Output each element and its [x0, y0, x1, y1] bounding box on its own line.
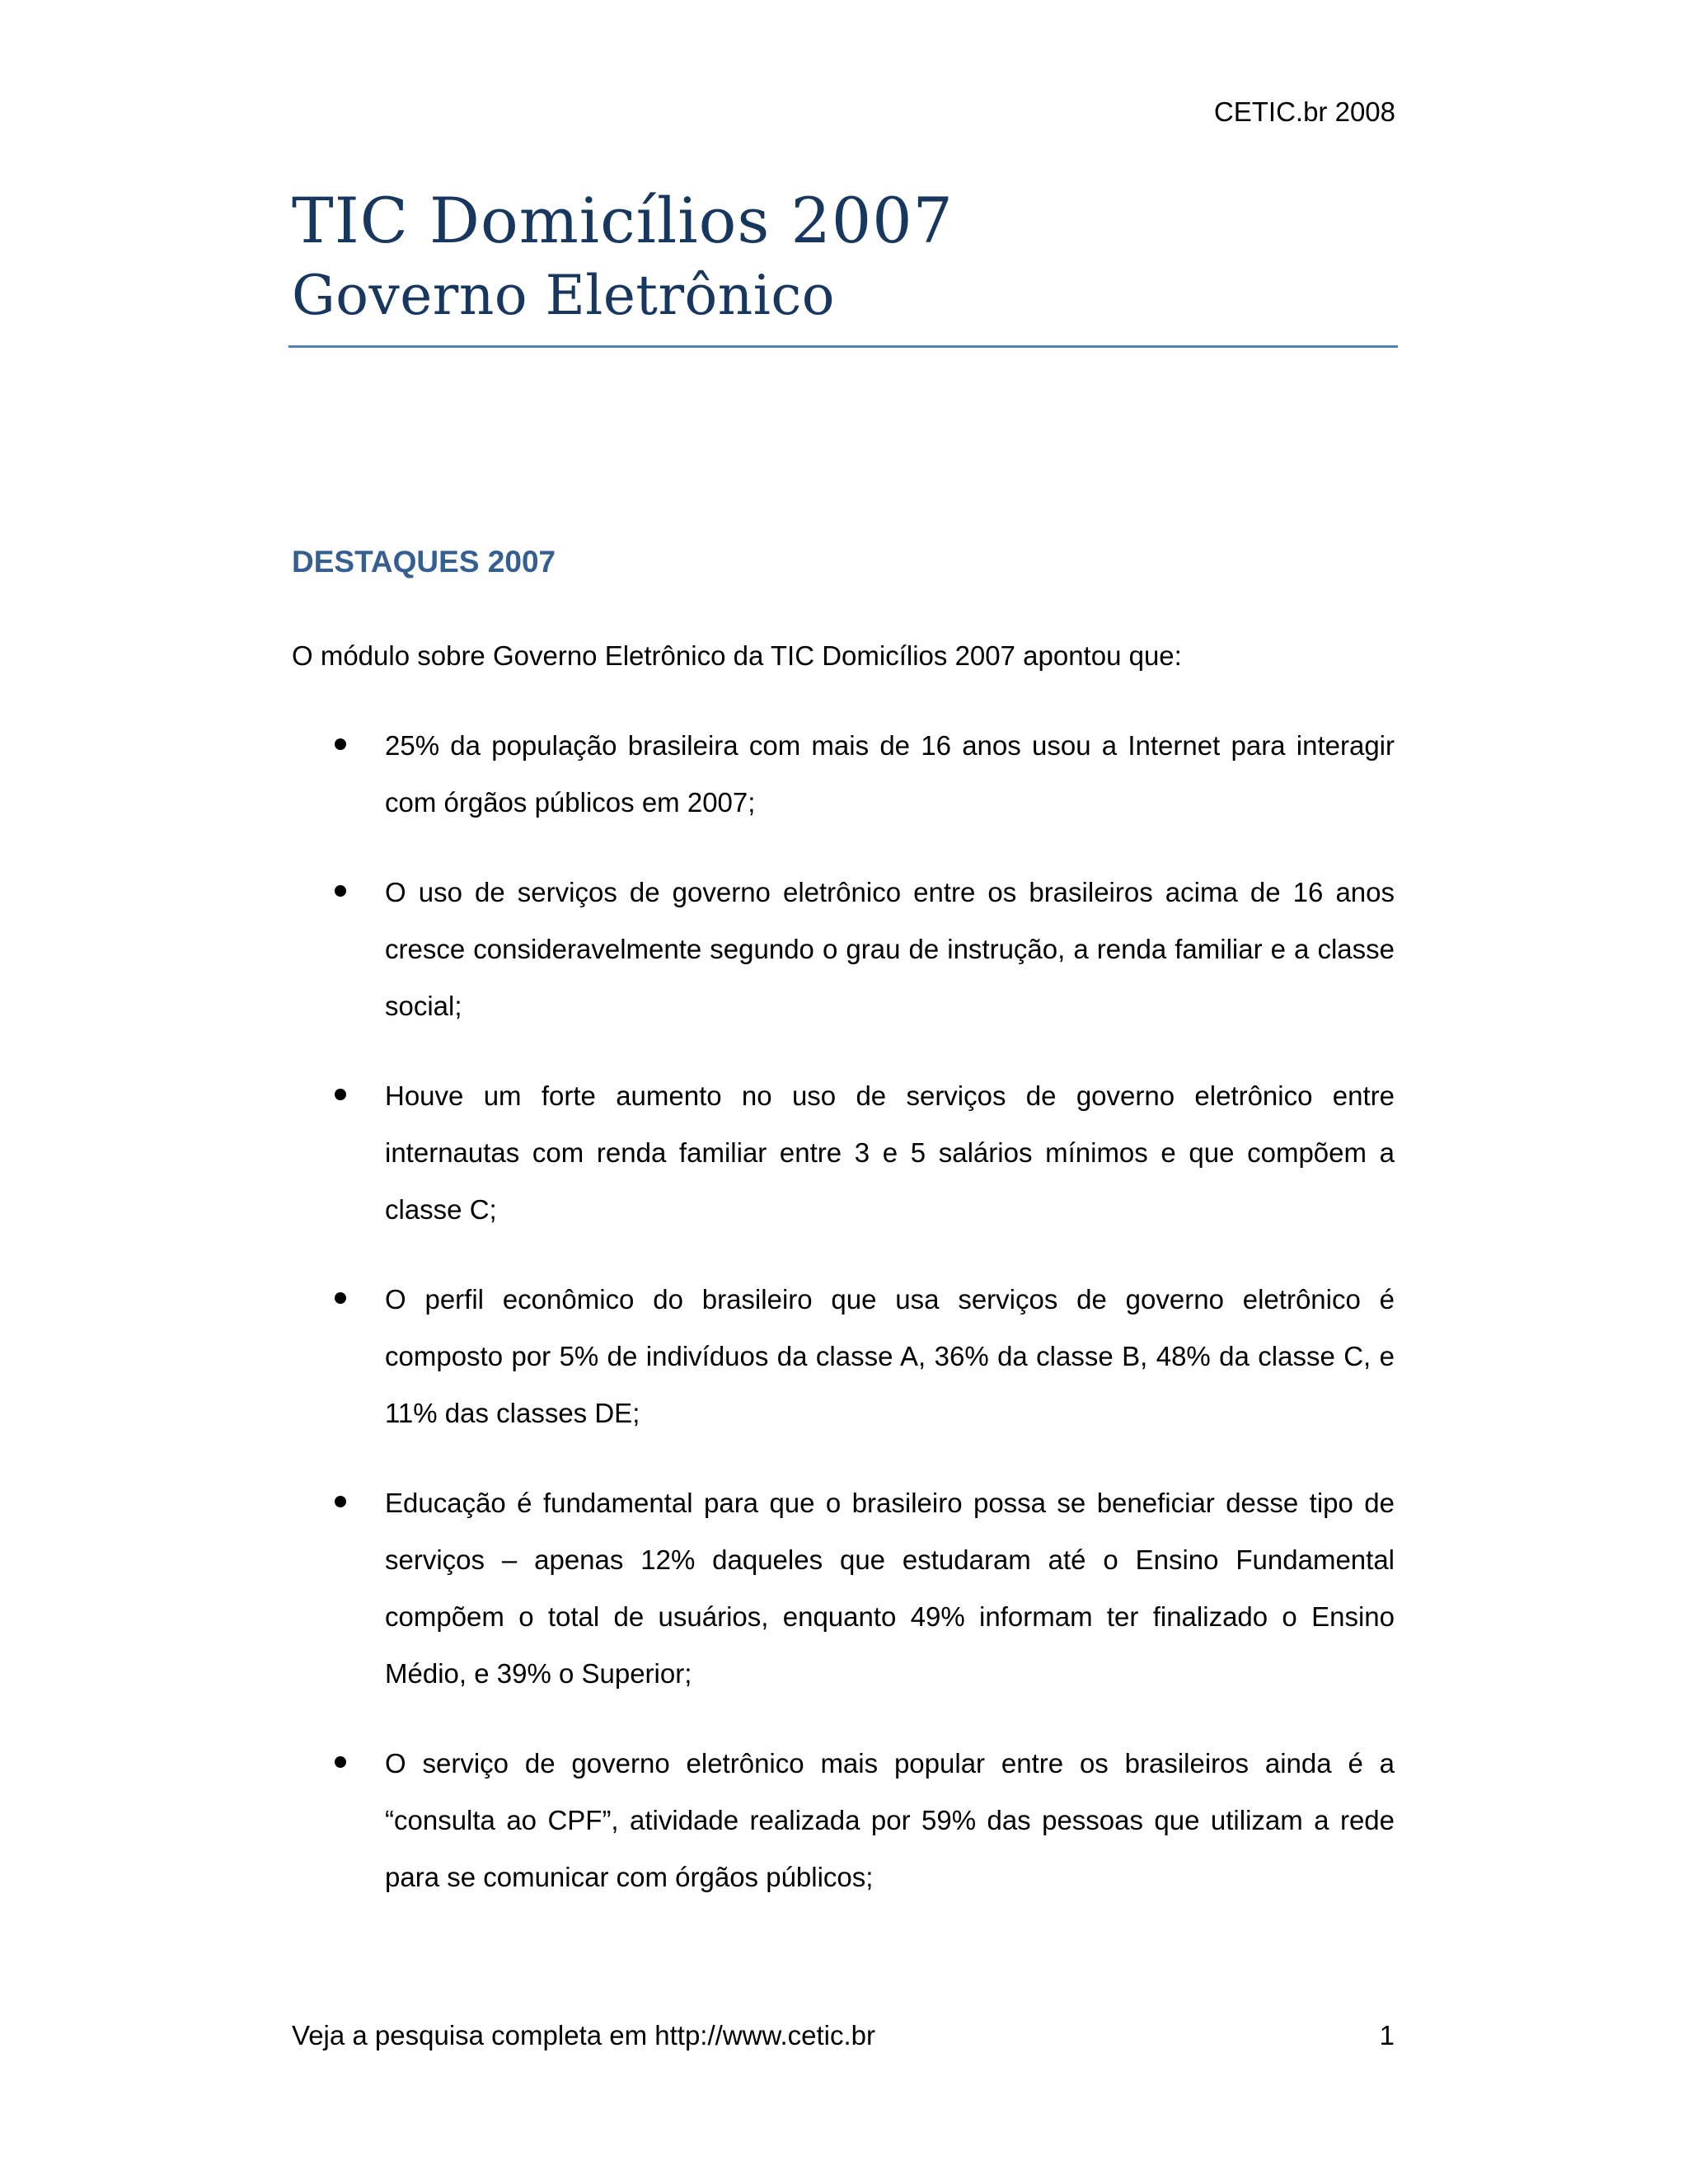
- page-number: 1: [1379, 2020, 1395, 2050]
- list-item-text: 25% da população brasileira com mais de 16 anos usou a Internet para interagir com órgãos públicos em 2007;: [385, 730, 1395, 818]
- title-block: [292, 181, 1396, 331]
- list-item: [292, 1067, 1395, 1238]
- list-item: [292, 717, 1395, 831]
- list-item-text: O serviço de governo eletrônico mais popular entre os brasileiros ainda é a “consulta ao CPF”, atividade realizada por 59% das pessoas que utilizam a rede para se comunicar com órgãos públicos;: [385, 1748, 1395, 1892]
- document-title: TIC Domicílios 2007: [292, 184, 954, 257]
- list-item-text: Educação é fundamental para que o brasileiro possa se beneficiar desse tipo de serviços – apenas 12% daqueles que estudaram até o Ensino Fundamental compõem o total de usuários, enquanto 49% informam ter finalizado o Ensino Médio, e 39% o Superior;: [385, 1488, 1395, 1689]
- section-heading: DESTAQUES 2007: [292, 545, 556, 579]
- running-header: CETIC.br 2008: [1213, 96, 1395, 127]
- footer-link-text: Veja a pesquisa completa em http://www.cetic.br: [292, 2020, 876, 2050]
- list-item-text: Houve um forte aumento no uso de serviços de governo eletrônico entre internautas com renda familiar entre 3 e 5 salários mínimos e que compõem a classe C;: [385, 1080, 1395, 1225]
- document-subtitle: Governo Eletrônico: [292, 264, 836, 327]
- list-item: [292, 1271, 1395, 1441]
- highlights-list: [292, 717, 1395, 1938]
- list-item-text: O uso de serviços de governo eletrônico entre os brasileiros acima de 16 anos cresce consideravelmente segundo o grau de instrução, a renda familiar e a classe social;: [385, 877, 1395, 1021]
- bullet-icon: [335, 1756, 346, 1768]
- list-item: [292, 1474, 1395, 1702]
- bullet-icon: [335, 885, 346, 897]
- title-divider: [288, 345, 1398, 348]
- list-item: [292, 864, 1395, 1034]
- bullet-icon: [335, 1496, 346, 1507]
- list-item-text: O perfil econômico do brasileiro que usa serviços de governo eletrônico é composto por 5% de indivíduos da classe A, 36% da classe B, 48% da classe C, e 11% das classes DE;: [385, 1284, 1395, 1428]
- bullet-icon: [335, 1089, 346, 1100]
- bullet-icon: [335, 1292, 346, 1304]
- list-item: [292, 1735, 1395, 1905]
- intro-paragraph: O módulo sobre Governo Eletrônico da TIC Domicílios 2007 apontou que:: [292, 640, 1182, 671]
- bullet-icon: [335, 738, 346, 750]
